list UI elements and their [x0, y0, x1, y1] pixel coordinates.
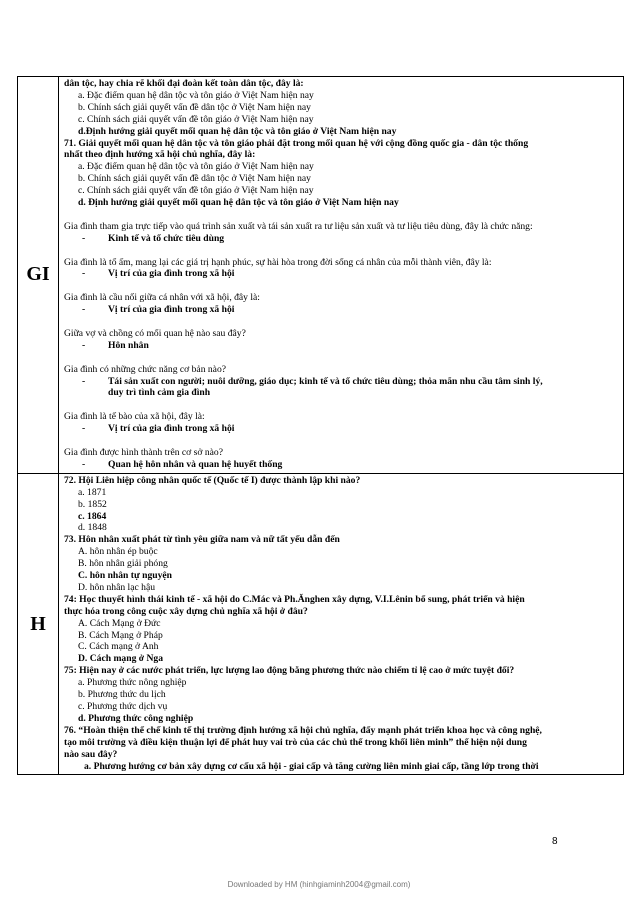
- text-line: d. Phương thức công nghiệp: [78, 712, 194, 724]
- text-line: 74: Học thuyết hình thái kinh tế - xã hội do C.Mác và Ph.Ănghen xây dựng, V.I.Lênin bổ sung, phát triển và hiện: [64, 593, 525, 605]
- answer-text: Quan hệ hôn nhân và quan hệ huyết thống: [108, 458, 283, 470]
- text-line: 72. Hội Liên hiệp công nhân quốc tế (Quốc tế I) được thành lập khi nào?: [64, 474, 361, 486]
- answer-text: Tái sản xuất con người; nuôi dưỡng, giáo dục; kinh tế và tổ chức tiêu dùng; thỏa mãn nhu cầu tâm sinh lý,: [108, 375, 543, 387]
- question-text: Gia đình là tế bào của xã hội, đây là:: [64, 411, 205, 423]
- spacer: [64, 209, 619, 221]
- download-note: Downloaded by HM (hinhgiaminh2004@gmail.com): [227, 880, 411, 889]
- text-line: thực hóa trong công cuộc xây dựng chủ nghĩa xã hội ở đâu?: [64, 605, 308, 617]
- text-line: nào sau đây?: [64, 748, 118, 760]
- answer-text: Vị trí của gia đình trong xã hội: [108, 304, 235, 316]
- answer-text: duy trì tình cảm gia đình: [108, 387, 211, 399]
- text-line: b. 1852: [78, 498, 107, 510]
- answer-text: Vị trí của gia đình trong xã hội: [108, 423, 235, 435]
- question-text: Gia đình là tổ ấm, mang lại các giá trị hạnh phúc, sự hài hòa trong đời sống cá nhân của mỗi thành viên, đây là:: [64, 256, 492, 268]
- text-line: c. Chính sách giải quyết vấn đề tôn giáo ở Việt Nam hiện nay: [78, 185, 314, 197]
- answer-line: [64, 423, 619, 435]
- text-line: a. Phương hướng cơ bản xây dựng cơ cấu xã hội - giai cấp và tăng cường liên minh giai cấp, tầng lớp trong thời: [84, 760, 539, 772]
- text-line: 75: Hiện nay ở các nước phát triển, lực lượng lao động bằng phương thức nào chiếm tỉ lệ cao ở mức tuyệt đối?: [64, 665, 515, 677]
- answer-line: [64, 340, 619, 352]
- dash-bullet-icon: -: [82, 232, 86, 244]
- gi-qa-list: [64, 209, 619, 471]
- text-line: d.Định hướng giải quyết mối quan hệ dân tộc và tôn giáo ở Việt Nam hiện nay: [78, 125, 397, 137]
- question-text: Gia đình là cầu nối giữa cá nhân với xã hội, đây là:: [64, 292, 260, 304]
- text-line: D. Cách mạng ở Nga: [78, 653, 163, 665]
- section-h-row: [18, 473, 624, 775]
- text-line: A. Cách Mạng ở Đức: [78, 617, 161, 629]
- text-line: C. Cách mạng ở Anh: [78, 641, 159, 653]
- text-line: d. 1848: [78, 522, 107, 534]
- question-text: Gia đình có những chức năng cơ bản nào?: [64, 363, 226, 375]
- section-label-h: H: [18, 473, 59, 775]
- question-text: Gia đình được hình thành trên cơ sở nào?: [64, 446, 223, 458]
- text-line: a. Đặc điểm quan hệ dân tộc và tôn giáo ở Việt Nam hiện nay: [78, 89, 314, 101]
- answer-line: [64, 459, 619, 471]
- answer-line: [64, 387, 619, 399]
- answer-line: [64, 233, 619, 245]
- text-line: nhất theo định hướng xã hội chủ nghĩa, đây là:: [64, 149, 256, 161]
- page-number: 8: [552, 836, 558, 847]
- text-line: d. Định hướng giải quyết mối quan hệ dân tộc và tôn giáo ở Việt Nam hiện nay: [78, 197, 399, 209]
- spacer: [64, 352, 619, 364]
- text-line: tạo môi trường và điều kiện thuận lợi để phát huy vai trò của các chủ thể trong khối liên minh” thể hiện nội dung: [64, 736, 527, 748]
- text-line: b. Chính sách giải quyết vấn đề dân tộc ở Việt Nam hiện nay: [78, 101, 311, 113]
- question-table: [17, 76, 624, 775]
- text-line: B. hôn nhân giải phóng: [78, 558, 168, 570]
- text-line: 73. Hôn nhân xuất phát từ tình yêu giữa nam và nữ tất yếu dẫn đến: [64, 534, 340, 546]
- gi-question-lines: [64, 78, 619, 209]
- text-line: b. Chính sách giải quyết vấn đề dân tộc ở Việt Nam hiện nay: [78, 173, 311, 185]
- text-line: b. Phương thức du lịch: [78, 689, 166, 701]
- h-question-lines: [64, 475, 619, 773]
- answer-text: Hôn nhân: [108, 339, 149, 351]
- text-line: a. Phương thức nông nghiệp: [78, 677, 187, 689]
- text-line: D. hôn nhân lạc hậu: [78, 581, 155, 593]
- text-line: 76. “Hoàn thiện thể chế kinh tế thị trường định hướng xã hội chủ nghĩa, đẩy mạnh phát triển khoa học và công nghệ,: [64, 724, 542, 736]
- question-text: Giữa vợ và chồng có mối quan hệ nào sau đây?: [64, 327, 246, 339]
- question-text: Gia đình tham gia trực tiếp vào quá trình sản xuất và tái sản xuất ra tư liệu sản xuất và tư liệu tiêu dùng, đây là chức năng:: [64, 220, 533, 232]
- spacer: [64, 435, 619, 447]
- text-line: C. hôn nhân tự nguyện: [78, 570, 173, 582]
- text-line: a. Đặc điểm quan hệ dân tộc và tôn giáo ở Việt Nam hiện nay: [78, 161, 314, 173]
- text-line: c. 1864: [78, 510, 107, 522]
- text-line: c. Chính sách giải quyết vấn đề tôn giáo ở Việt Nam hiện nay: [78, 113, 314, 125]
- spacer: [64, 280, 619, 292]
- spacer: [64, 245, 619, 257]
- section-gi-content: [59, 77, 624, 474]
- dash-bullet-icon: -: [82, 423, 86, 435]
- text-line: a. 1871: [78, 486, 107, 498]
- text-line: dân tộc, hay chia rẽ khối đại đoàn kết toàn dân tộc, đây là:: [64, 78, 304, 89]
- dash-bullet-icon: -: [82, 375, 86, 387]
- answer-line: [64, 376, 619, 388]
- text-line: 71. Giải quyết mối quan hệ dân tộc và tôn giáo phải đặt trong mối quan hệ với cộng đồng quốc gia - dân tộc thống: [64, 137, 529, 149]
- answer-text: Kinh tế và tổ chức tiêu dùng: [108, 232, 225, 244]
- section-gi-row: [18, 77, 624, 474]
- dash-bullet-icon: -: [82, 458, 86, 470]
- answer-text: Vị trí của gia đình trong xã hội: [108, 268, 235, 280]
- text-line: c. Phương thức dịch vụ: [78, 701, 168, 713]
- spacer: [64, 316, 619, 328]
- answer-line: [64, 304, 619, 316]
- dash-bullet-icon: -: [82, 304, 86, 316]
- spacer: [64, 399, 619, 411]
- text-line: A. hôn nhân ép buộc: [78, 546, 158, 558]
- text-line: B. Cách Mạng ở Pháp: [78, 629, 163, 641]
- answer-line: [64, 268, 619, 280]
- section-h-content: [59, 473, 624, 775]
- dash-bullet-icon: -: [82, 268, 86, 280]
- section-label-gi: GI: [18, 77, 59, 474]
- dash-bullet-icon: -: [82, 339, 86, 351]
